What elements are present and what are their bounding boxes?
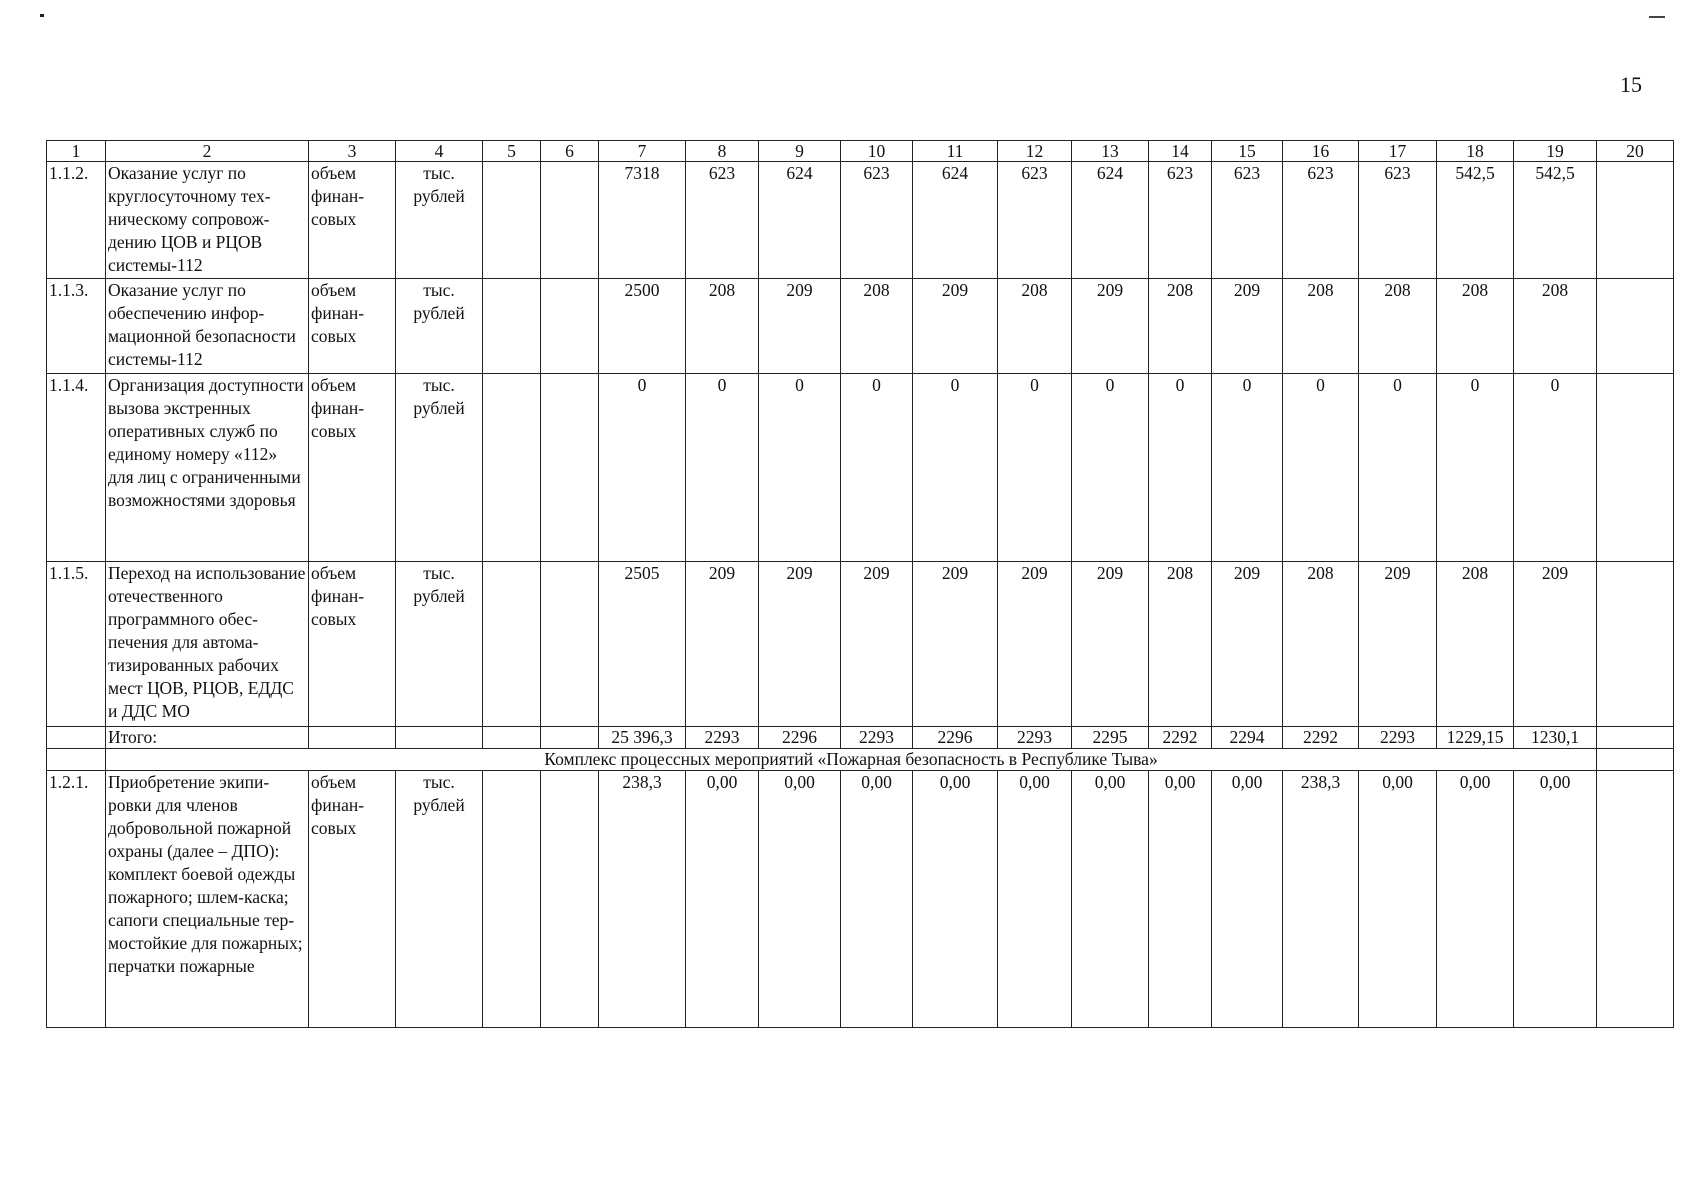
- value-cell: 209: [1212, 279, 1283, 374]
- empty-cell: [483, 279, 541, 374]
- value-cell: 208: [1283, 279, 1359, 374]
- value-cell: 209: [1359, 562, 1437, 727]
- value-cell: 623: [1359, 162, 1437, 279]
- value-cell: 0,00: [998, 771, 1072, 1028]
- total-value: 2293: [998, 727, 1072, 749]
- empty-cell: [541, 279, 599, 374]
- empty-cell: [541, 162, 599, 279]
- value-cell: 208: [1359, 279, 1437, 374]
- scan-mark: [1649, 16, 1665, 18]
- empty-cell: [541, 727, 599, 749]
- row-number: 1.2.1.: [47, 771, 106, 1028]
- measure-name: Переход на использование отечественного программного обеспечения для автоматизированных рабочих мест ЦОВ, РЦОВ, ЕДДС и ДДС МО: [106, 562, 309, 727]
- table-row: [47, 562, 1674, 727]
- value-cell: 0,00: [759, 771, 841, 1028]
- value-cell: 0,00: [841, 771, 913, 1028]
- total-value: 2292: [1283, 727, 1359, 749]
- empty-cell: [483, 162, 541, 279]
- column-number: 11: [913, 141, 998, 162]
- column-number: 14: [1149, 141, 1212, 162]
- total-value: 2294: [1212, 727, 1283, 749]
- value-cell: 208: [1283, 562, 1359, 727]
- value-cell: 208: [686, 279, 759, 374]
- indicator: объем финансовых: [309, 162, 396, 279]
- value-cell: 0: [1149, 374, 1212, 562]
- total-value: 2293: [1359, 727, 1437, 749]
- total-row: [47, 727, 1674, 749]
- unit: тыс. рублей: [396, 562, 483, 727]
- value-cell: 624: [759, 162, 841, 279]
- value-cell: 623: [1283, 162, 1359, 279]
- empty-cell: [541, 374, 599, 562]
- unit: тыс. рублей: [396, 279, 483, 374]
- value-cell: 238,3: [599, 771, 686, 1028]
- value-cell: 209: [841, 562, 913, 727]
- unit: тыс. рублей: [396, 771, 483, 1028]
- empty-cell: [483, 771, 541, 1028]
- indicator: объем финансовых: [309, 562, 396, 727]
- scan-mark: [40, 14, 44, 17]
- row-number: 1.1.4.: [47, 374, 106, 562]
- measure-name: Организация доступности вызова экстренных оперативных служб по единому номеру «112» для лиц с ограниченными возможностями здоровья: [106, 374, 309, 562]
- total-value: 2295: [1072, 727, 1149, 749]
- empty-cell: [483, 727, 541, 749]
- value-cell: 0: [1437, 374, 1514, 562]
- empty-cell: [483, 374, 541, 562]
- measure-name: Приобретение экипировки для членов добровольной пожарной охраны (далее – ДПО): комплект боевой одежды пожарного; шлем-каска; сапоги специальные термостойкие для пожарных; перчатки пожарные: [106, 771, 309, 1028]
- value-cell: 0: [759, 374, 841, 562]
- table-row: [47, 279, 1674, 374]
- value-cell: 0: [1072, 374, 1149, 562]
- value-cell: 0,00: [1359, 771, 1437, 1028]
- value-cell: 208: [1149, 279, 1212, 374]
- value-cell: 2505: [599, 562, 686, 727]
- empty-cell: [1597, 162, 1674, 279]
- row-number: 1.1.2.: [47, 162, 106, 279]
- empty-cell: [47, 749, 106, 771]
- column-number: 4: [396, 141, 483, 162]
- value-cell: 208: [841, 279, 913, 374]
- value-cell: 0: [1212, 374, 1283, 562]
- value-cell: 623: [1212, 162, 1283, 279]
- total-value: 2293: [841, 727, 913, 749]
- empty-cell: [396, 727, 483, 749]
- value-cell: 0: [599, 374, 686, 562]
- empty-cell: [309, 727, 396, 749]
- value-cell: 623: [998, 162, 1072, 279]
- total-value: 25 396,3: [599, 727, 686, 749]
- value-cell: 209: [759, 562, 841, 727]
- value-cell: 209: [913, 562, 998, 727]
- program-table: [46, 140, 1674, 1028]
- column-number: 16: [1283, 141, 1359, 162]
- row-number: 1.1.5.: [47, 562, 106, 727]
- column-number: 15: [1212, 141, 1283, 162]
- empty-cell: [1597, 374, 1674, 562]
- column-number: 20: [1597, 141, 1674, 162]
- total-value: 2292: [1149, 727, 1212, 749]
- indicator: объем финансовых: [309, 279, 396, 374]
- value-cell: 209: [913, 279, 998, 374]
- value-cell: 209: [759, 279, 841, 374]
- value-cell: 209: [998, 562, 1072, 727]
- value-cell: 0,00: [1437, 771, 1514, 1028]
- value-cell: 0: [998, 374, 1072, 562]
- unit: тыс. рублей: [396, 162, 483, 279]
- empty-cell: [1597, 562, 1674, 727]
- empty-cell: [1597, 727, 1674, 749]
- empty-cell: [483, 562, 541, 727]
- value-cell: 0,00: [1212, 771, 1283, 1028]
- indicator: объем финансовых: [309, 771, 396, 1028]
- column-number: 8: [686, 141, 759, 162]
- column-number: 18: [1437, 141, 1514, 162]
- value-cell: 623: [1149, 162, 1212, 279]
- empty-cell: [1597, 771, 1674, 1028]
- total-label: Итого:: [106, 727, 309, 749]
- value-cell: 623: [841, 162, 913, 279]
- measure-name: Оказание услуг по круглосуточному техническому сопровождению ЦОВ и РЦОВ системы-112: [106, 162, 309, 279]
- empty-cell: [541, 771, 599, 1028]
- value-cell: 209: [1072, 279, 1149, 374]
- value-cell: 0,00: [1514, 771, 1597, 1028]
- value-cell: 0,00: [686, 771, 759, 1028]
- value-cell: 7318: [599, 162, 686, 279]
- value-cell: 624: [1072, 162, 1149, 279]
- total-value: 2296: [913, 727, 998, 749]
- value-cell: 0: [1359, 374, 1437, 562]
- value-cell: 208: [1437, 279, 1514, 374]
- table-row: [47, 162, 1674, 279]
- value-cell: 238,3: [1283, 771, 1359, 1028]
- column-number: 12: [998, 141, 1072, 162]
- empty-cell: [1597, 749, 1674, 771]
- total-value: 1229,15: [1437, 727, 1514, 749]
- value-cell: 208: [1514, 279, 1597, 374]
- value-cell: 208: [1437, 562, 1514, 727]
- value-cell: 0,00: [913, 771, 998, 1028]
- column-number: 7: [599, 141, 686, 162]
- column-number: 19: [1514, 141, 1597, 162]
- column-number: 5: [483, 141, 541, 162]
- column-number: 13: [1072, 141, 1149, 162]
- value-cell: 542,5: [1514, 162, 1597, 279]
- row-number: 1.1.3.: [47, 279, 106, 374]
- column-number: 3: [309, 141, 396, 162]
- section-row: [47, 749, 1674, 771]
- value-cell: 209: [686, 562, 759, 727]
- column-number: 17: [1359, 141, 1437, 162]
- measure-name: Оказание услуг по обеспечению информационной безопасности системы-112: [106, 279, 309, 374]
- value-cell: 0: [913, 374, 998, 562]
- empty-cell: [1597, 279, 1674, 374]
- value-cell: 2500: [599, 279, 686, 374]
- value-cell: 624: [913, 162, 998, 279]
- table-row: [47, 771, 1674, 1028]
- column-number: 9: [759, 141, 841, 162]
- value-cell: 542,5: [1437, 162, 1514, 279]
- column-number: 6: [541, 141, 599, 162]
- value-cell: 0: [1283, 374, 1359, 562]
- value-cell: 209: [1212, 562, 1283, 727]
- value-cell: 0,00: [1072, 771, 1149, 1028]
- column-number: 10: [841, 141, 913, 162]
- column-number: 1: [47, 141, 106, 162]
- value-cell: 209: [1072, 562, 1149, 727]
- value-cell: 209: [1514, 562, 1597, 727]
- value-cell: 0: [686, 374, 759, 562]
- value-cell: 0: [841, 374, 913, 562]
- value-cell: 208: [1149, 562, 1212, 727]
- empty-cell: [541, 562, 599, 727]
- empty-cell: [47, 727, 106, 749]
- total-value: 1230,1: [1514, 727, 1597, 749]
- value-cell: 623: [686, 162, 759, 279]
- page-number: 15: [1620, 72, 1642, 97]
- value-cell: 208: [998, 279, 1072, 374]
- total-value: 2296: [759, 727, 841, 749]
- value-cell: 0,00: [1149, 771, 1212, 1028]
- indicator: объем финансовых: [309, 374, 396, 562]
- unit: тыс. рублей: [396, 374, 483, 562]
- section-title: Комплекс процессных мероприятий «Пожарная безопасность в Республике Тыва»: [106, 749, 1597, 771]
- table-row: [47, 374, 1674, 562]
- total-value: 2293: [686, 727, 759, 749]
- column-numbers-row: [47, 141, 1674, 162]
- column-number: 2: [106, 141, 309, 162]
- value-cell: 0: [1514, 374, 1597, 562]
